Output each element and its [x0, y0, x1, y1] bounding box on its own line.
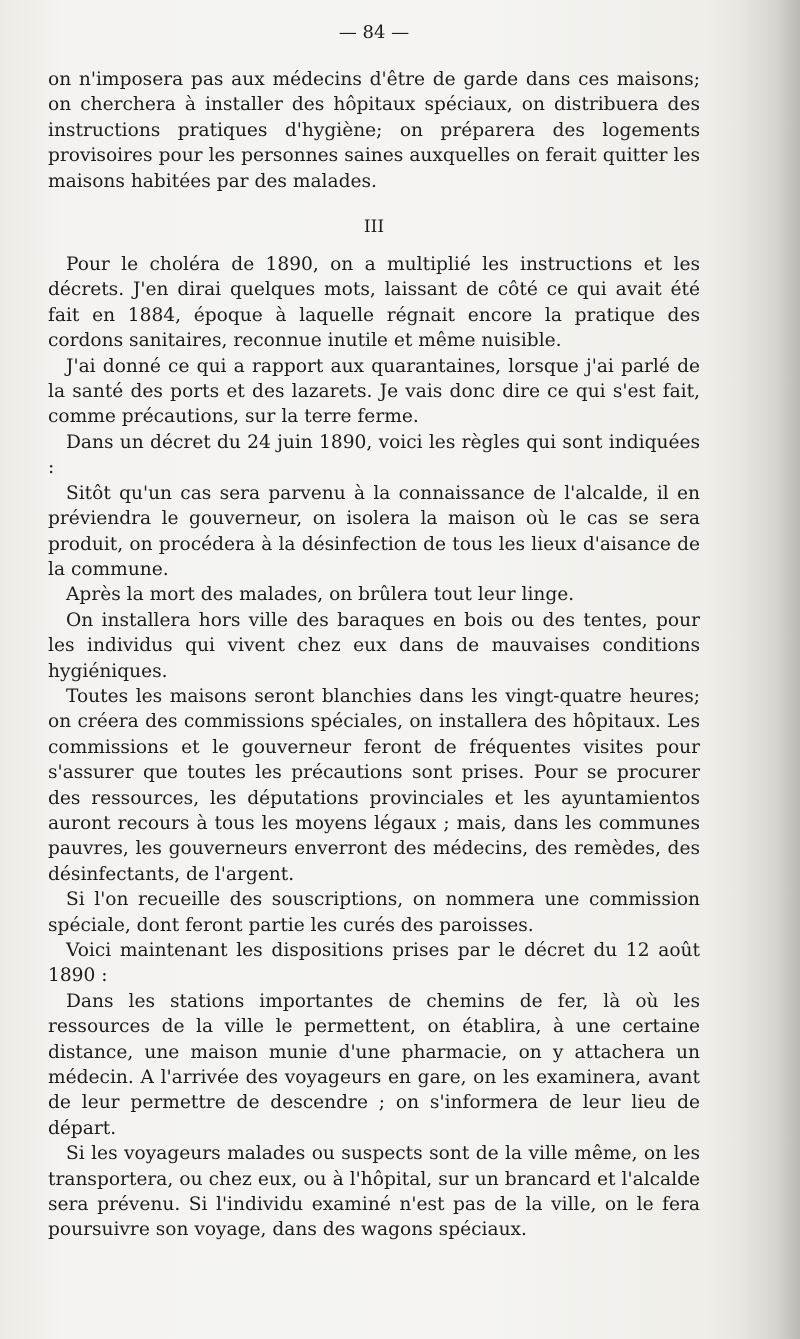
paragraph: Sitôt qu'un cas sera parvenu à la connaissance de l'alcalde, il en préviendra le gouverneur, on isolera la maison où le cas se sera produit, on procédera à la désinfection de tous les lieux d'aisance de la commune. — [48, 482, 700, 580]
paragraph: Si les voyageurs malades ou suspects sont de la ville même, on les transportera, ou chez eux, ou à l'hôpital, sur un brancard et l'alcalde sera prévenu. Si l'individu examiné n'est pas de la ville, on le fera poursuivre son voyage, dans des wagons spéciaux. — [48, 1143, 700, 1241]
page-edge-shadow — [740, 0, 800, 1339]
paragraph: Toutes les maisons seront blanchies dans les vingt-quatre heures; on créera des commissions spéciales, on installera des hôpitaux. Les commissions et le gouverneur feront de fréquentes visites pour s'assurer que toutes les précautions sont prises. Pour se procurer des ressources, les députations provinciales et les ayuntamientos auront recours à tous les moyens légaux ; mais, dans les communes pauvres, les gouverneurs enverront des médecins, des remèdes, des désinfectants, de l'argent. — [48, 685, 700, 885]
page-number: — 84 — — [338, 22, 410, 43]
paragraph: Dans les stations importantes de chemins de fer, là où les ressources de la ville le permettent, on établira, à une certaine distance, une maison munie d'une pharmacie, on y attachera un médecin. A l'arrivée des voyageurs en gare, on les examinera, avant de leur permettre de descendre ; on s'informera de leur lieu de départ. — [48, 990, 700, 1139]
paragraph: Après la mort des malades, on brûlera tout leur linge. — [66, 584, 575, 606]
paragraph: Si l'on recueille des souscriptions, on nommera une commission spéciale, dont feront partie les curés des paroisses. — [48, 889, 700, 936]
paragraph-continuation: on n'imposera pas aux médecins d'être de garde dans ces maisons; on cherchera à installer des hôpitaux spéciaux, on distribuera des instructions pratiques d'hygiène; on préparera des logements provisoires pour les personnes saines auxquelles on ferait quitter les maisons habitées par des malades. — [48, 69, 700, 192]
paragraph: Pour le choléra de 1890, on a multiplié les instructions et les décrets. J'en dirai quelques mots, laissant de côté ce qui avait été fait en 1884, époque à laquelle régnait encore la pratique des cordons sanitaires, reconnue inutile et même nuisible. — [48, 254, 700, 352]
paragraph: On installera hors ville des baraques en bois ou des tentes, pour les individus qui vivent chez eux dans de mauvaises conditions hygiéniques. — [48, 609, 700, 682]
page-text-block — [48, 22, 700, 1243]
paragraph: Voici maintenant les dispositions prises par le décret du 12 août 1890 : — [48, 940, 700, 987]
paragraph: J'ai donné ce qui a rapport aux quarantaines, lorsque j'ai parlé de la santé des ports et des lazarets. Je vais donc dire ce qui s'est fait, comme précautions, sur la terre ferme. — [48, 355, 700, 428]
paragraph: Dans un décret du 24 juin 1890, voici les règles qui sont indiquées : — [48, 431, 700, 479]
section-heading: III — [363, 217, 385, 238]
